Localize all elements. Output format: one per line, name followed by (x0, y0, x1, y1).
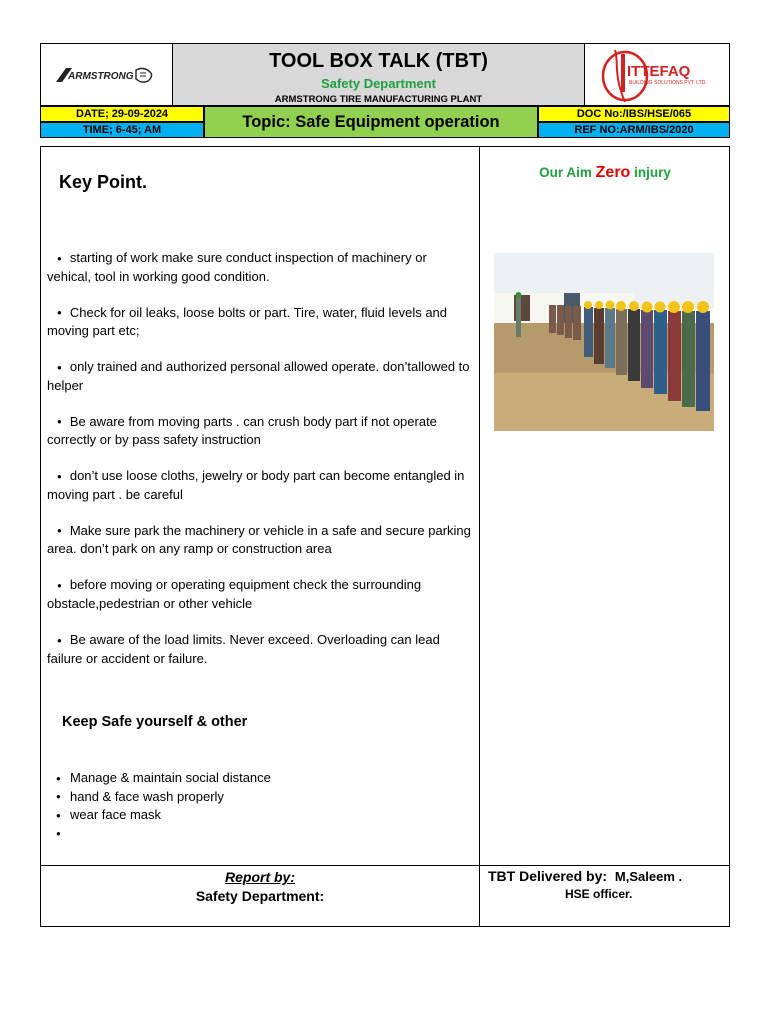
list-item: ● only trained and authorized personal allowed operate. don’tallowed to helper (47, 359, 470, 393)
keep-safe-list (56, 769, 271, 843)
delivered-role: HSE officer. (565, 887, 633, 901)
bullet-icon: ● (57, 253, 62, 263)
list-item: ● Be aware of the load limits. Never exceed. Overloading can lead failure or accident or failure. (47, 631, 440, 666)
bullet-icon: ● (57, 580, 62, 590)
key-point-heading: Key Point. (59, 172, 148, 192)
bullet-icon: ● (57, 526, 62, 536)
workers-photo (494, 253, 714, 431)
bullet-icon: ● (56, 810, 61, 820)
aim-prefix: Our Aim (539, 165, 592, 180)
topic-cell: Topic: Safe Equipment operation (204, 106, 538, 138)
ittefaq-logo-mark (585, 44, 731, 107)
armstrong-logo-text: ARMSTRONG (67, 70, 134, 82)
list-item: ● Make sure park the machinery or vehicle in a safe and secure parking area. don’t park on any ramp or construction area (47, 522, 471, 557)
bullet-icon: ● (57, 635, 62, 645)
delivered-by (488, 868, 682, 884)
date-cell: DATE; 29-09-2024 (40, 106, 204, 122)
plant-label: ARMSTRONG TIRE MANUFACTURING PLANT (274, 94, 483, 105)
bullet-icon: ● (56, 792, 61, 802)
list-item: ● starting of work make sure conduct inspection of machinery or vehical, tool in working good condition. (47, 250, 427, 284)
bullet-icon: ● (57, 471, 62, 481)
list-item: ● Be aware from moving parts . can crush body part if not operate correctly or by pass safety instruction (47, 413, 437, 448)
delivered-label: TBT Delivered by: (488, 868, 608, 884)
delivered-name: M,Saleem . (614, 869, 683, 884)
doc-number-cell: DOC No:/IBS/HSE/065 (538, 106, 730, 122)
bullet-icon: ● (56, 829, 61, 839)
list-item: ● don’t use loose cloths, jewelry or body part can become entangled in moving part . be careful (47, 468, 465, 502)
bullet-icon: ● (57, 362, 62, 372)
bullet-icon: ● (56, 773, 61, 783)
list-item: ● before moving or operating equipment check the surrounding obstacle,pedestrian or other vehicle (47, 577, 422, 611)
ittefaq-logo-text: ITTEFAQ (627, 63, 691, 80)
list-item: ● Check for oil leaks, loose bolts or part. Tire, water, fluid levels and moving part etc; (47, 304, 448, 339)
page-title: TOOL BOX TALK (TBT) (269, 50, 488, 72)
ittefaq-logo (584, 43, 730, 106)
key-points-list (47, 249, 473, 686)
header-title-block (173, 43, 584, 106)
list-item: ● hand & face wash properly (56, 788, 271, 807)
keep-safe-heading: Keep Safe yourself & other (62, 714, 248, 730)
report-block (40, 868, 480, 906)
aim-statement (480, 164, 730, 182)
department-label: Safety Department (321, 76, 436, 91)
time-cell: TIME; 6-45; AM (40, 122, 204, 138)
ittefaq-logo-subtext: BUILDING SOLUTIONS PVT. LTD. (629, 80, 707, 86)
aim-suffix: injury (634, 165, 671, 180)
list-item: ● wear face mask (56, 806, 271, 825)
list-item: ● Manage & maintain social distance (56, 769, 271, 788)
armstrong-logo (40, 43, 173, 106)
list-item (56, 825, 271, 844)
bullet-icon: ● (57, 417, 62, 427)
report-by-label: Report by: (225, 869, 295, 885)
aim-zero: Zero (595, 164, 631, 181)
bullet-icon: ● (57, 308, 62, 318)
armstrong-logo-mark (52, 64, 162, 86)
report-department: Safety Department: (195, 888, 325, 904)
ref-number-cell: REF NO:ARM/IBS/2020 (538, 122, 730, 138)
